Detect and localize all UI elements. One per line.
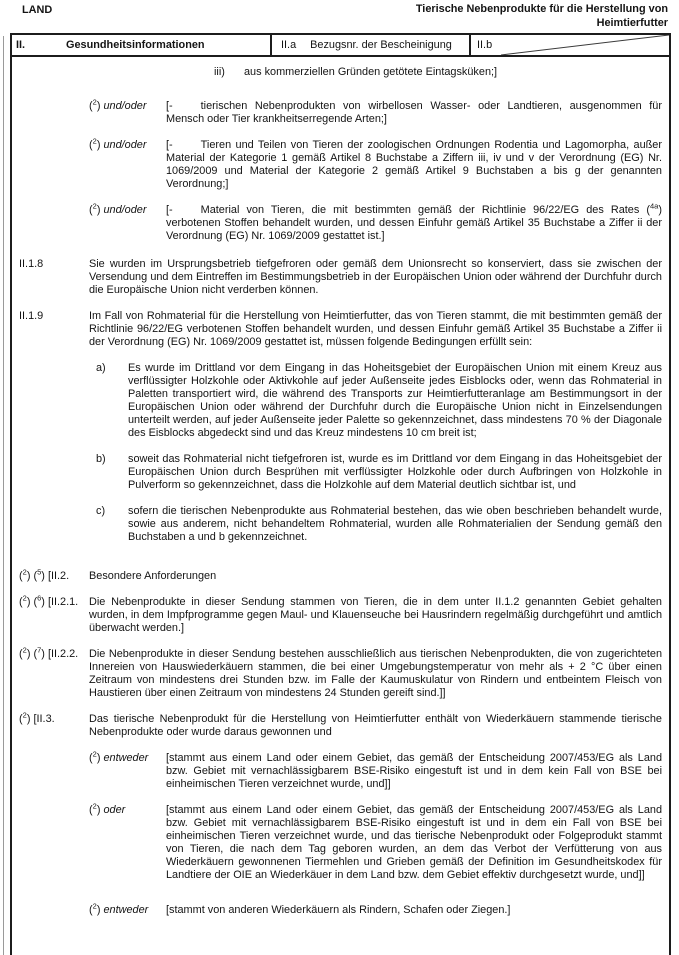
clause-text: Besondere Anforderungen [89,570,217,582]
header-cell-local-reference [471,35,669,55]
local-reference-label: II.b [477,38,493,51]
clause-row-entweder [89,749,662,791]
clause-text: soweit das Rohmaterial nicht tiefgefroren ist, wurde es im Drittland vor dem Eingang in das Hoheitsgebiet der Europäischen Union durch Besprühen mit verflüssigter Holzkohle oder durch Aufbringen von Holzkohle in Pulverform so gekennzeichnet, dass die Holzkohle auf dem Material deutlich sichtbar ist, und [128,453,662,491]
clause-text: [stammt aus einem Land oder einem Gebiet, das gemäß der Entscheidung 2007/453/EG als Land bzw. Gebiet mit vernachlässigbarem BSE-Risiko eingestuft ist und in dem kein Fall von BSE bei einheimischen Tieren verzeichnet wurde, und]] [166,752,662,790]
reference-number-label: II.a [281,38,297,51]
clause-row-c [96,505,662,544]
clause-text: sofern die tierischen Nebenprodukte aus Rohmaterial bestehen, das wie oben beschrieben behandelt wurde, sowie aus anderem, nicht behandeltem Rohmaterial, wurden alle Rohmaterialien der Sendung gemäß den Buchstaben a und b gekennzeichnet. [128,505,662,543]
clause-row-ii21 [19,593,662,635]
bracket-dash: [- [166,100,173,112]
clause-label: c) [96,505,106,517]
clause-label: ($^2$) oder [89,801,126,816]
clause-row-und/oder [89,97,662,126]
clause-text: Die Nebenprodukte in dieser Sendung stammen von Tieren, die in dem unter II.1.2 genannten Gebiet gehalten wurden, in dem Impfprogramme gegen Maul- und Klauenseuche bei Hausrindern regelmäßig durchgeführt und amtlich überwacht werden.] [89,596,662,634]
bracket-dash: [- [166,204,173,216]
clause-label: b) [96,453,106,465]
clause-row-ii3 [19,710,662,739]
clause-label: ($^2$) entweder [89,901,149,916]
bracket-dash: [- [166,139,173,151]
clause-text: [stammt aus einem Land oder einem Gebiet, das gemäß der Entscheidung 2007/453/EG als Land bzw. Gebiet mit vernachlässigbarem BSE-Risiko eingestuft ist und in dem ein Fall von BSE bei einheimischen Tieren verzeichnet wurde, und das tierische Nebenprodukt oder Folgeprodukt stammt von Tieren, die nach dem Tag geboren wurden, an dem das Verbot der Verfütterung von aus Wiederkäuern gewonnenen Tiermehlen und Grieben gemäß der Definition im Gesundheitskodex für Landtiere der OIE an Wiederkäuer in dem Land bzw. dem Gebiet effektiv durchgesetzt wurde, und]] [166,804,662,881]
clause-row-oder [89,801,662,882]
header-cell-health-information [12,35,272,55]
clause-row-iii [214,66,662,79]
page-header [0,3,679,33]
clause-row-ii18 [19,258,662,297]
clause-row-und/oder [89,201,662,243]
document-title [416,3,668,30]
clause-text: aus kommerziellen Gründen getötete Eintagsküken;] [244,66,498,78]
clause-text: Im Fall von Rohmaterial für die Herstellung von Heimtierfutter, das von Tieren stammt, die mit bestimmten gemäß der Richtlinie 96/22/EG verbotenen Stoffen behandelt wurden, und dessen Einfuhr gemäß Artikel 35 Buchstabe a Ziffer ii der Verordnung (EG) Nr. 1069/2009 gestattet ist, müssen folgende Bedingungen erfüllt sein: [89,310,662,348]
clause-label: ($^2$) und/oder [89,97,147,112]
clause-text: [- Material von Tieren, die mit bestimmten gemäß der Richtlinie 96/22/EG des Rates ($^{4a}$) verbotenen Stoffen behandelt wurden, und dessen Einfuhr gemäß Artikel 35 Buchstabe a Ziffer ii der Verordnung (EG) Nr. 1069/2009 gestattet ist.] [166,201,662,242]
clause-text: [stammt von anderen Wiederkäuern als Rindern, Schafen oder Ziegen.] [166,904,511,916]
diagonal-strike-line [501,35,669,55]
clause-text: [- Tieren und Teilen von Tieren der zoologischen Ordnungen Rodentia und Lagomorpha, außer Material der Kategorie 1 gemäß Artikel 8 Buchstabe a Ziffern iii, iv und v der Verordnung (EG) Nr. 1069/2009 und Material der Kategorie 2 gemäß Artikel 9 Buchstaben a bis g der genannten Verordnung;] [166,139,662,190]
clause-text: Sie wurden im Ursprungsbetrieb tiefgefroren oder gemäß dem Unionsrecht so konserviert, dass sie zwischen der Versendung und dem Eintreffen im Bestimmungsbetrieb in der Europäischen Union oder während der Durchfuhr durch die Europäische Union nicht verderben können. [89,258,662,296]
clause-row-ii22 [19,645,662,700]
clause-label: iii) [214,66,225,78]
clause-text: [- tierischen Nebenprodukten von wirbellosen Wasser- oder Landtieren, ausgenommen für Mensch oder Tier krankheitserregende Arten;] [166,100,662,125]
scan-edge-line [3,36,4,955]
clause-label: ($^2$) ($^7$) [II.2.2. [19,645,79,660]
table-header-row [12,35,669,57]
reference-title: Bezugsnr. der Bescheinigung [310,38,452,51]
clause-label: ($^2$) ($^5$) [II.2. [19,567,70,582]
header-cell-certificate-reference [272,35,471,55]
clause-label: ($^2$) und/oder [89,136,147,151]
clause-row-a [96,362,662,440]
document-title-line1: Tierische Nebenprodukte für die Herstellung von [415,3,668,15]
clause-row-ii19 [19,310,662,349]
clause-rows [12,57,669,917]
clause-label: ($^2$) und/oder [89,201,147,216]
certificate-table [10,33,671,955]
clause-label: a) [96,362,106,374]
clause-text: Die Nebenprodukte in dieser Sendung bestehen ausschließlich aus tierischen Nebenprodukten, die von zugerichteten Innereien von Hauswiederkäuern stammen, die bei einer Umgebungstemperatur von mehr als + 2 °C über einen Zeitraum von mindestens drei Stunden bzw. im Falle der Kaumuskulatur von Rindern und entbeintem Fleisch von Haustieren über einen Zeitraum von mindestens 24 Stunden gereift sind.]] [89,648,662,699]
document-title-line2: Heimtierfutter [596,16,668,29]
clause-label: II.1.9 [19,310,44,322]
clause-row-entweder [89,901,662,917]
clause-row-ii2 [19,567,662,583]
section-number: II. [16,38,26,51]
clause-text: Es wurde im Drittland vor dem Eingang in das Hoheitsgebiet der Europäischen Union mit einem Kreuz aus verflüssigter Holzkohle oder Aktivkohle auf jeder Außenseite jedes Eisblocks oder, wenn das Rohmaterial in Paletten transportiert wird, die während des Transports zur Heimtierfutteranlage am Bestimmungsort in der Europäischen Union oder während der Durchfuhr durch die Europäische Union nicht in Einzelsendungen unterteilt werden, auf jeder Außenseite jeder Palette so gekennzeichnet, dass mindestens 70 % der Diagonale des Eisblocks abgedeckt sind und das Kreuz mindestens 10 cm breit ist; [128,362,662,439]
country-label: LAND [22,4,53,16]
clause-label: ($^2$) [II.3. [19,710,55,725]
clause-text: Das tierische Nebenprodukt für die Herstellung von Heimtierfutter enthält von Wiederkäuern stammende tierische Nebenprodukte oder wurde daraus gewonnen und [89,713,662,738]
clause-row-und/oder [89,136,662,191]
clause-label: ($^2$) entweder [89,749,149,764]
clause-row-b [96,453,662,492]
clause-label: II.1.8 [19,258,44,270]
clause-label: ($^2$) ($^6$) [II.2.1. [19,593,79,608]
section-title: Gesundheitsinformationen [66,38,205,51]
